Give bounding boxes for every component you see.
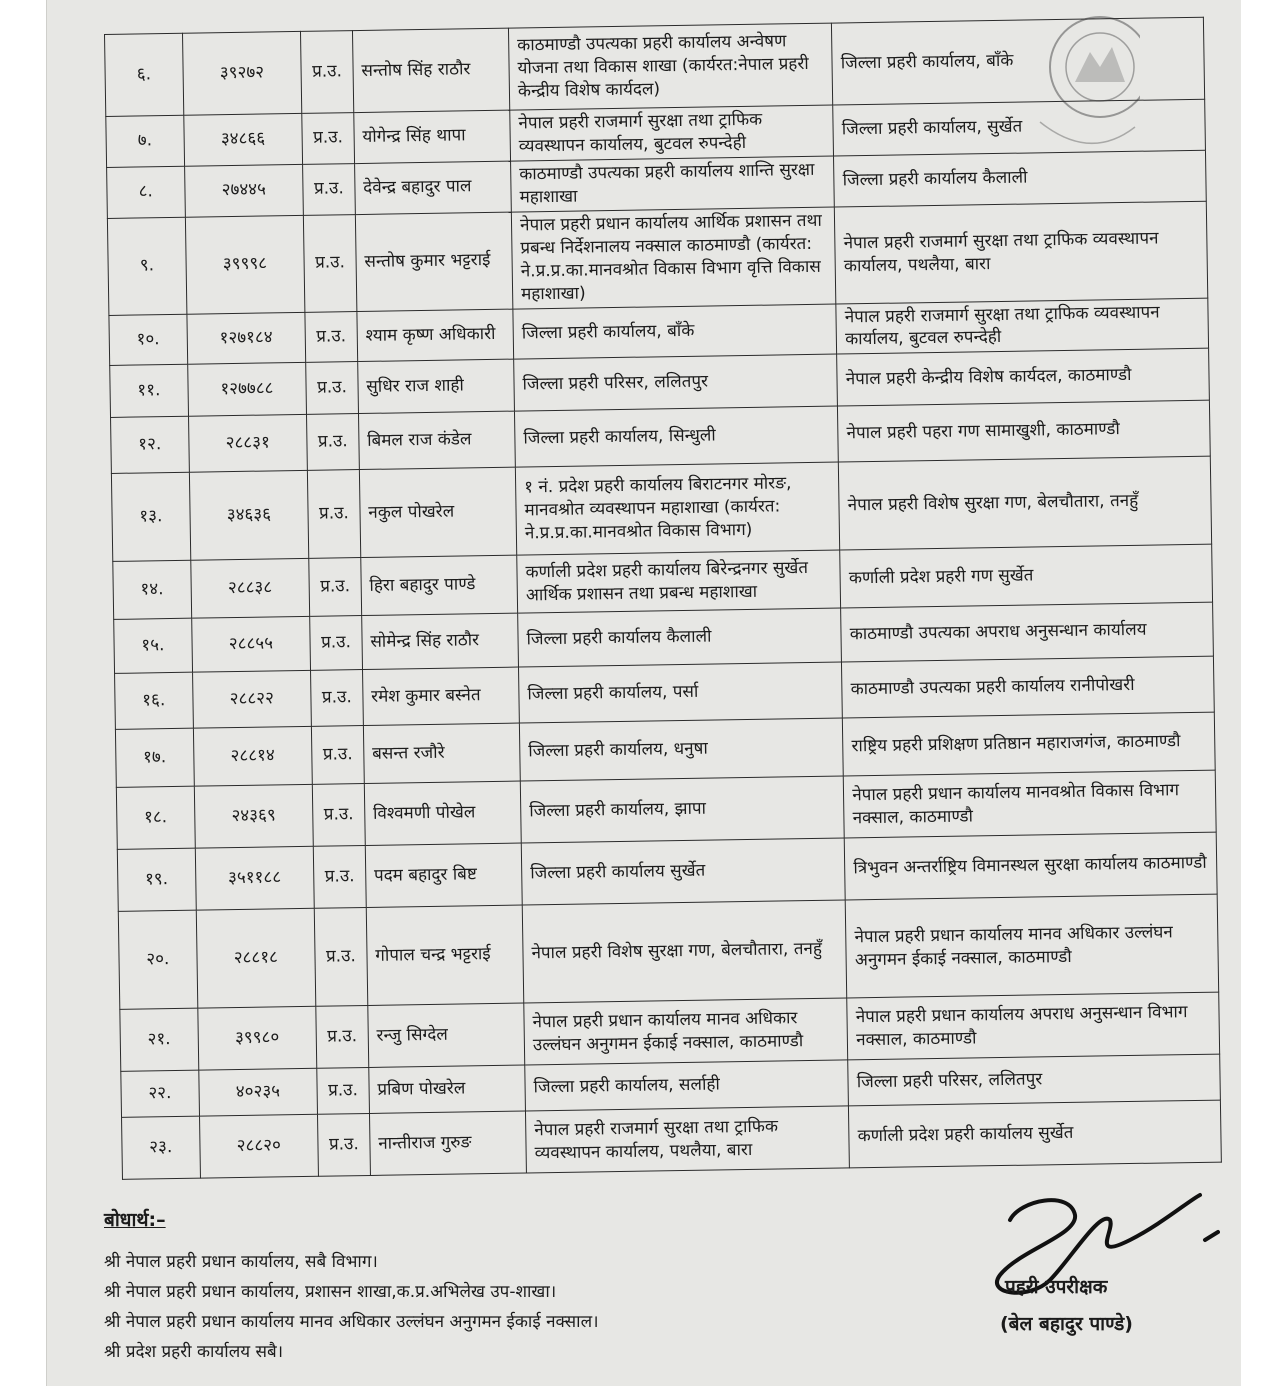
- current-office-cell: जिल्ला प्रहरी कार्यालय, सिन्धुली: [514, 406, 838, 467]
- badge-number-cell: २७४४५: [184, 164, 303, 217]
- transfer-office-cell: नेपाल प्रहरी केन्द्रीय विशेष कार्यदल, काठमाण्डौ: [837, 349, 1210, 407]
- transfer-office-cell: नेपाल प्रहरी प्रधान कार्यालय अपराध अनुसन्धान विभाग नक्साल, काठमाण्डौ: [847, 992, 1220, 1060]
- serial-number-cell: १४.: [113, 561, 191, 620]
- officer-name-cell: सुधिर राज शाही: [357, 359, 514, 413]
- serial-number-cell: ६.: [105, 33, 184, 116]
- serial-number-cell: १७.: [115, 729, 193, 788]
- serial-number-cell: ८.: [107, 166, 185, 218]
- transfer-office-cell: त्रिभुवन अन्तर्राष्ट्रिय विमानस्थल सुरक्षा कार्यालय काठमाण्डौ: [844, 833, 1217, 901]
- officer-name-cell: हिरा बहादुर पाण्डे: [361, 555, 518, 615]
- badge-number-cell: ३४६३६: [189, 471, 309, 561]
- rank-cell: प्र.उ.: [302, 113, 354, 165]
- serial-number-cell: १८.: [116, 787, 195, 850]
- transfer-office-cell: जिल्ला प्रहरी कार्यालय, सुर्खेत: [833, 99, 1206, 156]
- current-office-cell: १ नं. प्रदेश प्रहरी कार्यालय बिराटनगर मोरङ, मानवश्रोत व्यवस्थापन महाशाखा (कार्यरत: ने.प्र.प्र.का.मानवश्रोत विकास विभाग): [515, 462, 840, 555]
- transfer-office-cell: नेपाल प्रहरी विशेष सुरक्षा गण, बेलचौतारा, तनहुँ: [839, 457, 1212, 551]
- badge-number-cell: ३९२७२: [182, 31, 302, 115]
- badge-number-cell: २४३६९: [194, 785, 313, 849]
- officer-name-cell: बिमल राज कंडेल: [358, 411, 515, 469]
- rank-cell: प्र.उ.: [311, 726, 364, 785]
- rank-cell: प्र.उ.: [309, 558, 362, 617]
- distribution-list: [104, 1205, 864, 1367]
- badge-number-cell: २८८५५: [191, 617, 310, 673]
- rank-cell: प्र.उ.: [306, 362, 359, 415]
- table-row: [107, 201, 1207, 315]
- badge-number-cell: २८८३८: [190, 559, 309, 619]
- officer-name-cell: गोपाल चन्द्र भट्टराई: [366, 905, 524, 1005]
- badge-number-cell: ३९९९८: [185, 215, 305, 314]
- transfer-office-cell: जिल्ला प्रहरी कार्यालय, बाँके: [832, 17, 1205, 105]
- current-office-cell: नेपाल प्रहरी प्रधान कार्यालय आर्थिक प्रशासन तथा प्रबन्ध निर्देशनालय नक्साल काठमाण्डौ (कार्यरत: ने.प्र.प्र.का.मानवश्रोत विकास विभाग वृत्ति विकास महाशाखा): [511, 207, 836, 309]
- badge-number-cell: २८८१४: [193, 727, 312, 787]
- current-office-cell: जिल्ला प्रहरी कार्यालय कैलाली: [518, 608, 842, 667]
- badge-number-cell: ३५११८८: [195, 847, 314, 911]
- distribution-line: श्री नेपाल प्रहरी प्रधान कार्यालय, सबै विभाग।: [104, 1252, 378, 1272]
- rank-cell: प्र.उ.: [316, 1006, 369, 1069]
- officer-name-cell: रन्जु सिग्देल: [368, 1003, 525, 1067]
- officer-name-cell: सोमेन्द्र सिंह राठौर: [361, 613, 518, 669]
- current-office-cell: जिल्ला प्रहरी कार्यालय, बाँके: [513, 304, 837, 360]
- officer-name-cell: सन्तोष कुमार भट्टराई: [355, 212, 513, 311]
- current-office-cell: जिल्ला प्रहरी कार्यालय, धनुषा: [519, 718, 843, 781]
- officer-name-cell: प्रबिण पोखरेल: [369, 1065, 526, 1113]
- rank-cell: प्र.उ.: [310, 616, 363, 671]
- serial-number-cell: २०.: [118, 911, 197, 1010]
- table-row: [118, 894, 1218, 1009]
- serial-number-cell: २१.: [120, 1009, 199, 1072]
- rank-cell: प्र.उ.: [318, 1114, 371, 1177]
- serial-number-cell: १०.: [109, 314, 187, 366]
- badge-number-cell: १२७७८८: [187, 363, 306, 417]
- signatory-title: प्रहरी उपरीक्षक: [1005, 1276, 1108, 1298]
- transfer-office-cell: जिल्ला प्रहरी कार्यालय कैलाली: [834, 150, 1207, 207]
- serial-number-cell: १५.: [114, 619, 192, 674]
- distribution-line: श्री नेपाल प्रहरी प्रधान कार्यालय मानव अधिकार उल्लंघन अनुगमन ईकाई नक्साल।: [104, 1312, 599, 1332]
- badge-number-cell: २८८३१: [188, 415, 307, 473]
- rank-cell: प्र.उ.: [313, 846, 366, 909]
- serial-number-cell: १९.: [117, 849, 196, 912]
- transfer-office-cell: कर्णाली प्रदेश प्रहरी कार्यालय सुर्खेत: [849, 1100, 1222, 1168]
- serial-number-cell: १३.: [111, 473, 190, 562]
- distribution-line: श्री नेपाल प्रहरी प्रधान कार्यालय, प्रशासन शाखा,क.प्र.अभिलेख उप-शाखा।: [104, 1282, 557, 1302]
- rank-cell: प्र.उ.: [303, 163, 355, 215]
- distribution-line: श्री प्रदेश प्रहरी कार्यालय सबै।: [104, 1342, 284, 1362]
- transfer-office-cell: राष्ट्रिय प्रहरी प्रशिक्षण प्रतिष्ठान महाराजगंज, काठमाण्डौ: [843, 713, 1216, 777]
- officer-name-cell: पदम बहादुर बिष्ट: [365, 843, 522, 907]
- badge-number-cell: २८८१८: [196, 909, 316, 1009]
- current-office-cell: नेपाल प्रहरी विशेष सुरक्षा गण, बेलचौतारा, तनहुँ: [522, 900, 847, 1003]
- transfer-office-cell: काठमाण्डौ उपत्यका प्रहरी कार्यालय रानीपोखरी: [842, 657, 1215, 719]
- transfer-office-cell: नेपाल प्रहरी पहरा गण सामाखुशी, काठमाण्डौ: [838, 401, 1211, 463]
- rank-cell: प्र.उ.: [307, 414, 360, 471]
- serial-number-cell: २३.: [122, 1117, 201, 1180]
- serial-number-cell: ११.: [110, 365, 188, 418]
- rank-cell: प्र.उ.: [301, 31, 354, 114]
- officer-name-cell: देवेन्द्र बहादुर पाल: [354, 161, 511, 214]
- current-office-cell: नेपाल प्रहरी राजमार्ग सुरक्षा तथा ट्राफिक व्यवस्थापन कार्यालय, पथलैया, बारा: [525, 1106, 849, 1173]
- officer-name-cell: विश्वमणी पोखेल: [364, 781, 521, 845]
- transfer-office-cell: कर्णाली प्रदेश प्रहरी गण सुर्खेत: [840, 545, 1213, 609]
- badge-number-cell: ४०२३५: [198, 1069, 317, 1117]
- badge-number-cell: १२७१८४: [186, 312, 305, 365]
- current-office-cell: जिल्ला प्रहरी कार्यालय सुर्खेत: [521, 838, 845, 905]
- badge-number-cell: ३९९८०: [197, 1007, 316, 1071]
- rank-cell: प्र.उ.: [311, 670, 364, 727]
- current-office-cell: काठमाण्डौ उपत्यका प्रहरी कार्यालय शान्ति सुरक्षा महाशाखा: [511, 156, 835, 212]
- transfer-office-cell: काठमाण्डौ उपत्यका अपराध अनुसन्धान कार्यालय: [841, 603, 1214, 663]
- current-office-cell: जिल्ला प्रहरी परिसर, ललितपुर: [514, 354, 838, 411]
- signatory-name: (बेल बहादुर पाण्डे): [1000, 1313, 1133, 1335]
- rank-cell: प्र.उ.: [314, 908, 367, 1007]
- serial-number-cell: २२.: [121, 1071, 199, 1118]
- transfer-table-body: [105, 17, 1222, 1179]
- officer-name-cell: श्याम कृष्ण अधिकारी: [357, 309, 514, 362]
- transfer-office-cell: नेपाल प्रहरी प्रधान कार्यालय मानवश्रोत विकास विभाग नक्साल, काठमाण्डौ: [843, 771, 1216, 839]
- current-office-cell: जिल्ला प्रहरी कार्यालय, झापा: [520, 776, 844, 843]
- current-office-cell: कर्णाली प्रदेश प्रहरी कार्यालय बिरेन्द्रनगर सुर्खेत आर्थिक प्रशासन तथा प्रबन्ध महाशाखा: [517, 550, 841, 613]
- rank-cell: प्र.उ.: [312, 784, 365, 847]
- rank-cell: प्र.उ.: [307, 470, 360, 559]
- badge-number-cell: ३४८६६: [183, 113, 302, 166]
- officer-name-cell: बसन्त रजौरे: [363, 723, 520, 783]
- transfer-office-cell: जिल्ला प्रहरी परिसर, ललितपुर: [848, 1054, 1220, 1106]
- rank-cell: प्र.उ.: [317, 1068, 369, 1115]
- badge-number-cell: २८८२२: [192, 671, 311, 729]
- current-office-cell: जिल्ला प्रहरी कार्यालय, सर्लाही: [525, 1060, 849, 1111]
- current-office-cell: नेपाल प्रहरी राजमार्ग सुरक्षा तथा ट्राफिक व्यवस्थापन कार्यालय, बुटवल रुपन्देही: [510, 105, 834, 161]
- officer-name-cell: रमेश कुमार बस्नेत: [362, 667, 519, 725]
- officer-name-cell: सन्तोष सिंह राठौर: [352, 28, 509, 112]
- serial-number-cell: ९.: [107, 217, 186, 315]
- transfer-office-cell: नेपाल प्रहरी प्रधान कार्यालय मानव अधिकार उल्लंघन अनुगमन ईकाई नक्साल, काठमाण्डौ: [845, 894, 1218, 998]
- officer-name-cell: योगेन्द्र सिंह थापा: [354, 110, 511, 163]
- signature-block: [900, 1180, 1220, 1380]
- table-row: [111, 457, 1211, 562]
- transfer-table: [104, 17, 1222, 1181]
- current-office-cell: नेपाल प्रहरी प्रधान कार्यालय मानव अधिकार उल्लंघन अनुगमन ईकाई नक्साल, काठमाण्डौ: [524, 998, 848, 1065]
- officer-name-cell: नकुल पोखरेल: [359, 467, 517, 557]
- serial-number-cell: ७.: [106, 115, 184, 167]
- transfer-office-cell: नेपाल प्रहरी राजमार्ग सुरक्षा तथा ट्राफिक व्यवस्थापन कार्यालय, बुटवल रुपन्देही: [836, 298, 1209, 355]
- officer-name-cell: नान्तीराज गुरुङ: [369, 1111, 526, 1175]
- serial-number-cell: १२.: [111, 417, 189, 474]
- transfer-office-cell: नेपाल प्रहरी राजमार्ग सुरक्षा तथा ट्राफिक व्यवस्थापन कार्यालय, पथलैया, बारा: [835, 201, 1208, 304]
- distribution-heading: बोधार्थ:–: [104, 1209, 166, 1231]
- serial-number-cell: १६.: [115, 673, 193, 730]
- rank-cell: प्र.उ.: [303, 214, 356, 312]
- badge-number-cell: २८८२०: [199, 1115, 318, 1179]
- current-office-cell: जिल्ला प्रहरी कार्यालय, पर्सा: [519, 662, 843, 723]
- rank-cell: प्र.उ.: [305, 311, 357, 363]
- current-office-cell: काठमाण्डौ उपत्यका प्रहरी कार्यालय अन्वेषण योजना तथा विकास शाखा (कार्यरत:नेपाल प्रहरी केन्द्रीय विशेष कार्यदल): [508, 23, 832, 110]
